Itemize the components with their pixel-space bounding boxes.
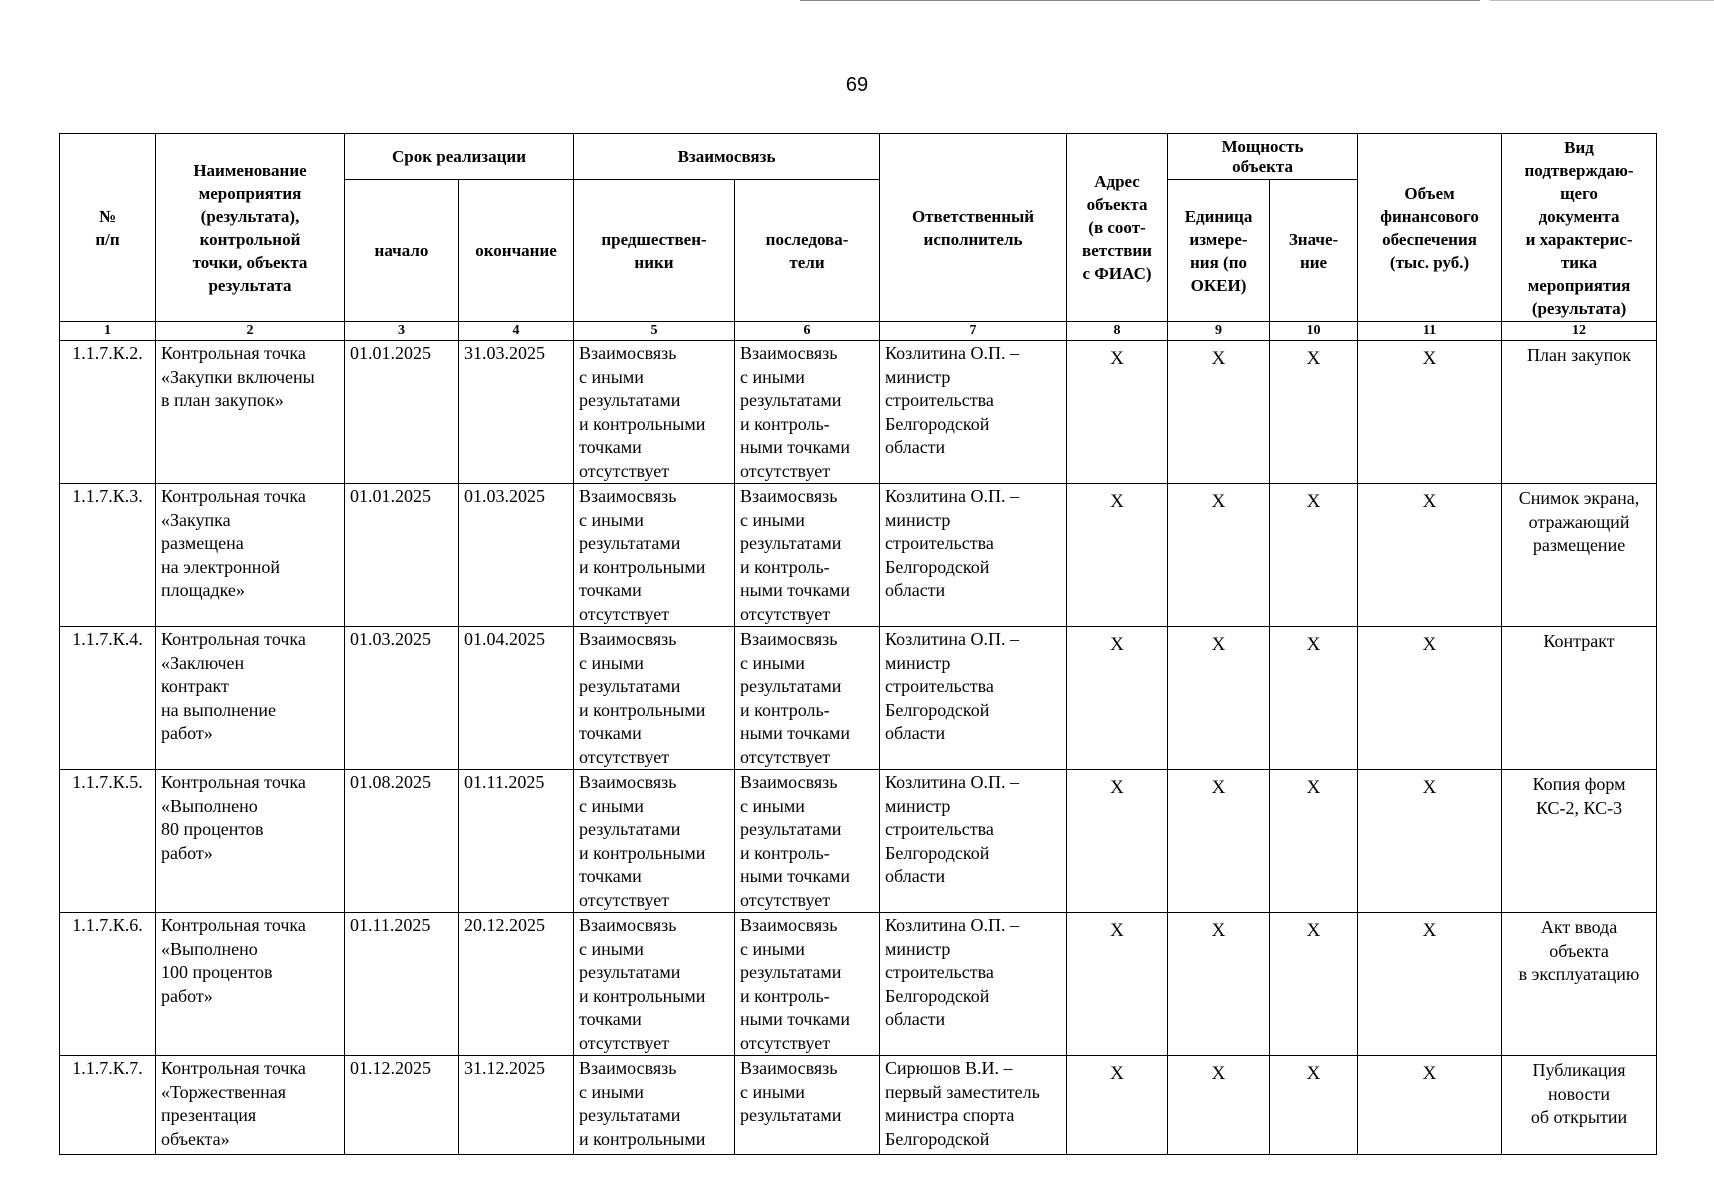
row-name: Контрольная точка «Заключен контракт на выполнение работ» [156, 627, 345, 770]
row-value: X [1270, 913, 1358, 1056]
row-successors: Взаимосвязь с иными результатами и контроль- ными точками отсутствует [735, 627, 880, 770]
row-start-date: 01.11.2025 [345, 913, 459, 1056]
column-number: 8 [1067, 322, 1168, 341]
row-document: Копия форм КС-2, КС-3 [1502, 770, 1657, 913]
row-funding: X [1358, 484, 1502, 627]
row-address: X [1067, 484, 1168, 627]
row-name: Контрольная точка «Выполнено 80 процентов работ» [156, 770, 345, 913]
header-start: начало [345, 180, 459, 322]
header-address: Адрес объекта (в соот- ветствии с ФИАС) [1067, 134, 1168, 322]
header-predecessors: предшествен- ники [574, 180, 735, 322]
header-end: окончание [459, 180, 574, 322]
column-number: 6 [735, 322, 880, 341]
row-end-date: 31.12.2025 [459, 1056, 574, 1155]
row-value: X [1270, 341, 1358, 484]
column-number: 9 [1168, 322, 1270, 341]
column-number: 12 [1502, 322, 1657, 341]
row-number: 1.1.7.К.6. [60, 913, 156, 1056]
page-number: 69 [845, 74, 869, 96]
row-document: Публикация новости об открытии [1502, 1056, 1657, 1155]
row-unit: X [1168, 1056, 1270, 1155]
column-number: 2 [156, 322, 345, 341]
row-responsible: Козлитина О.П. – министр строительства Белгородской области [880, 913, 1067, 1056]
column-number: 11 [1358, 322, 1502, 341]
row-end-date: 01.11.2025 [459, 770, 574, 913]
activities-table [59, 133, 1657, 1155]
column-number: 3 [345, 322, 459, 341]
row-unit: X [1168, 770, 1270, 913]
header-successors: последова- тели [735, 180, 880, 322]
header-row-1 [60, 134, 1657, 180]
row-value: X [1270, 1056, 1358, 1155]
row-name: Контрольная точка «Выполнено 100 процентов работ» [156, 913, 345, 1056]
row-address: X [1067, 1056, 1168, 1155]
row-end-date: 01.03.2025 [459, 484, 574, 627]
table-row [60, 341, 1657, 484]
row-predecessors: Взаимосвязь с иными результатами и контрольными точками отсутствует [574, 913, 735, 1056]
row-successors: Взаимосвязь с иными результатами и контроль- ными точками отсутствует [735, 484, 880, 627]
row-funding: X [1358, 1056, 1502, 1155]
row-end-date: 31.03.2025 [459, 341, 574, 484]
header-term-group: Срок реализации [345, 134, 574, 180]
row-responsible: Козлитина О.П. – министр строительства Белгородской области [880, 484, 1067, 627]
header-funding: Объем финансового обеспечения (тыс. руб.) [1358, 134, 1502, 322]
row-predecessors: Взаимосвязь с иными результатами и контрольными точками отсутствует [574, 341, 735, 484]
scan-edge-line [1490, 0, 1714, 1]
column-number: 7 [880, 322, 1067, 341]
row-successors: Взаимосвязь с иными результатами и контроль- ными точками отсутствует [735, 913, 880, 1056]
row-document: Снимок экрана, отражающий размещение [1502, 484, 1657, 627]
row-address: X [1067, 627, 1168, 770]
row-start-date: 01.03.2025 [345, 627, 459, 770]
row-name: Контрольная точка «Закупка размещена на электронной площадке» [156, 484, 345, 627]
column-number: 5 [574, 322, 735, 341]
column-number-row [60, 322, 1657, 341]
row-predecessors: Взаимосвязь с иными результатами и контрольными точками отсутствует [574, 770, 735, 913]
row-value: X [1270, 627, 1358, 770]
row-document: План закупок [1502, 341, 1657, 484]
row-unit: X [1168, 627, 1270, 770]
row-number: 1.1.7.К.4. [60, 627, 156, 770]
header-document: Вид подтверждаю- щего документа и характерис- тика мероприятия (результата) [1502, 134, 1657, 322]
row-address: X [1067, 913, 1168, 1056]
scan-edge-line [800, 0, 1480, 1]
column-number: 4 [459, 322, 574, 341]
row-start-date: 01.01.2025 [345, 484, 459, 627]
row-name: Контрольная точка «Закупки включены в план закупок» [156, 341, 345, 484]
row-successors: Взаимосвязь с иными результатами и контроль- ными точками отсутствует [735, 341, 880, 484]
row-name: Контрольная точка «Торжественная презентация объекта» [156, 1056, 345, 1155]
header-value: Значе- ние [1270, 180, 1358, 322]
row-unit: X [1168, 484, 1270, 627]
row-unit: X [1168, 913, 1270, 1056]
header-number: № п/п [60, 134, 156, 322]
row-successors: Взаимосвязь с иными результатами [735, 1056, 880, 1155]
row-funding: X [1358, 770, 1502, 913]
table-row [60, 627, 1657, 770]
row-address: X [1067, 770, 1168, 913]
row-responsible: Сирюшов В.И. – первый заместитель министра спорта Белгородской [880, 1056, 1067, 1155]
row-number: 1.1.7.К.2. [60, 341, 156, 484]
row-predecessors: Взаимосвязь с иными результатами и контрольными точками отсутствует [574, 627, 735, 770]
table-row [60, 484, 1657, 627]
row-end-date: 01.04.2025 [459, 627, 574, 770]
row-responsible: Козлитина О.П. – министр строительства Белгородской области [880, 341, 1067, 484]
header-capacity-group: Мощность объекта [1168, 134, 1358, 180]
row-predecessors: Взаимосвязь с иными результатами и контрольными точками отсутствует [574, 484, 735, 627]
row-value: X [1270, 770, 1358, 913]
header-link-group: Взаимосвязь [574, 134, 880, 180]
column-number: 10 [1270, 322, 1358, 341]
row-document: Акт ввода объекта в эксплуатацию [1502, 913, 1657, 1056]
row-start-date: 01.08.2025 [345, 770, 459, 913]
row-unit: X [1168, 341, 1270, 484]
header-responsible: Ответственный исполнитель [880, 134, 1067, 322]
row-start-date: 01.12.2025 [345, 1056, 459, 1155]
row-start-date: 01.01.2025 [345, 341, 459, 484]
row-funding: X [1358, 627, 1502, 770]
column-number: 1 [60, 322, 156, 341]
table-row [60, 913, 1657, 1056]
row-document: Контракт [1502, 627, 1657, 770]
row-address: X [1067, 341, 1168, 484]
header-unit: Единица измере- ния (по ОКЕИ) [1168, 180, 1270, 322]
row-number: 1.1.7.К.5. [60, 770, 156, 913]
row-value: X [1270, 484, 1358, 627]
row-number: 1.1.7.К.7. [60, 1056, 156, 1155]
row-funding: X [1358, 913, 1502, 1056]
row-predecessors: Взаимосвязь с иными результатами и контрольными [574, 1056, 735, 1155]
row-responsible: Козлитина О.П. – министр строительства Белгородской области [880, 770, 1067, 913]
row-funding: X [1358, 341, 1502, 484]
row-successors: Взаимосвязь с иными результатами и контроль- ными точками отсутствует [735, 770, 880, 913]
row-end-date: 20.12.2025 [459, 913, 574, 1056]
row-responsible: Козлитина О.П. – министр строительства Белгородской области [880, 627, 1067, 770]
header-name: Наименование мероприятия (результата), контрольной точки, объекта результата [156, 134, 345, 322]
table-row [60, 1056, 1657, 1155]
row-number: 1.1.7.К.3. [60, 484, 156, 627]
table-row [60, 770, 1657, 913]
